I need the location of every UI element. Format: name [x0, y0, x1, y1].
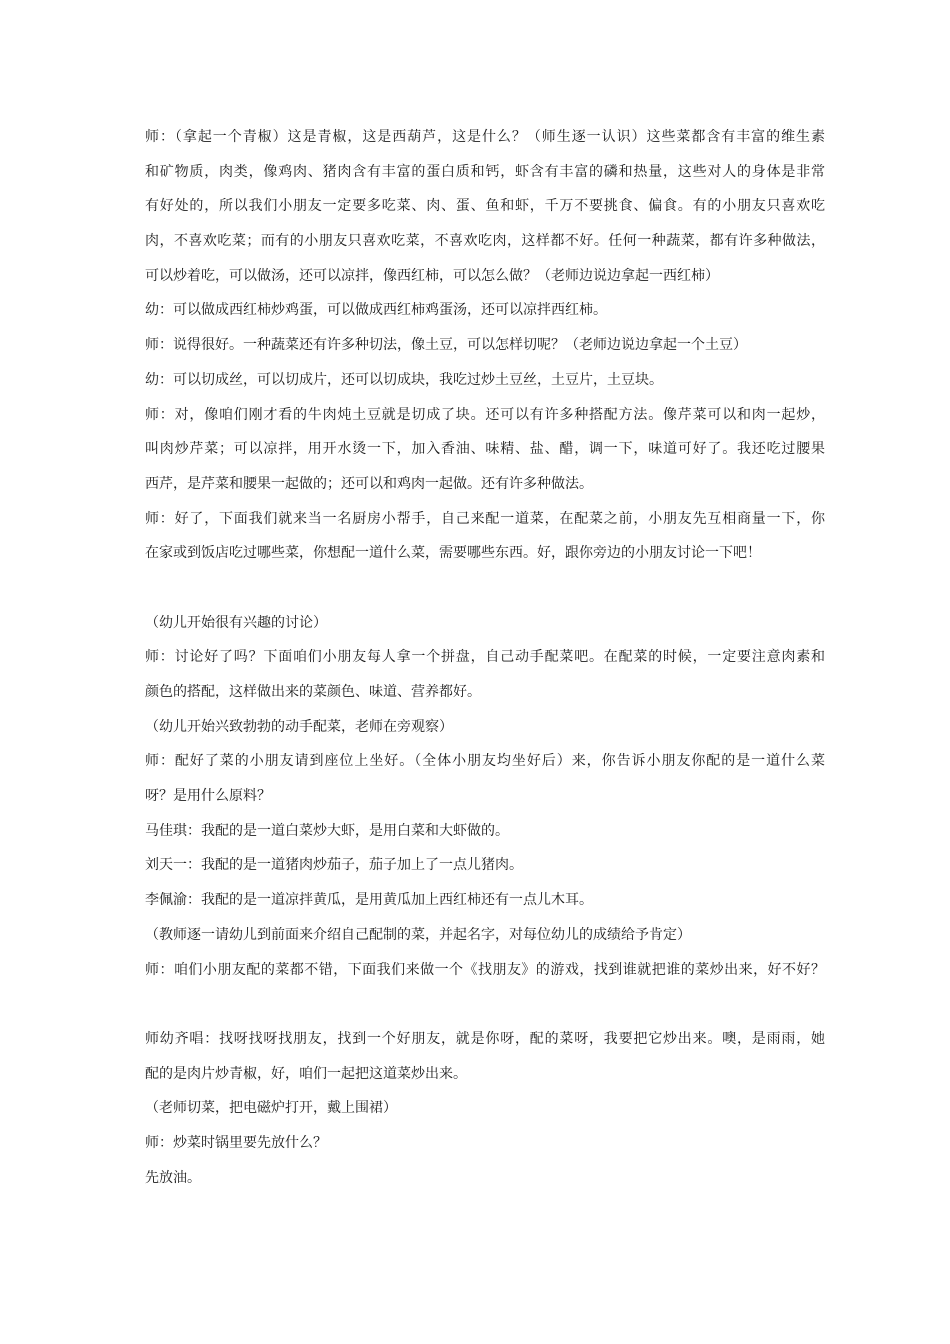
- paragraph-line: 先放油。: [145, 1169, 201, 1186]
- paragraph-line: 肉，不喜欢吃菜；而有的小朋友只喜欢吃菜，不喜欢吃肉，这样都不好。任何一种蔬菜，都有许多种做法，: [145, 233, 825, 250]
- paragraph-line: 幼：可以切成丝，可以切成片，还可以切成块，我吃过炒土豆丝，土豆片，土豆块。: [145, 371, 663, 388]
- paragraph-line: 师：好了，下面我们就来当一名厨房小帮手，自己来配一道菜，在配菜之前，小朋友先互相商量一下，你: [145, 510, 825, 527]
- paragraph-line: 马佳琪：我配的是一道白菜炒大虾，是用白菜和大虾做的。: [145, 822, 509, 839]
- paragraph-line: 幼：可以做成西红柿炒鸡蛋，可以做成西红柿鸡蛋汤，还可以凉拌西红柿。: [145, 302, 607, 319]
- paragraph-line: 西芹，是芹菜和腰果一起做的；还可以和鸡肉一起做。还有许多种做法。: [145, 475, 593, 492]
- paragraph-line: 可以炒着吃，可以做汤，还可以凉拌，像西红柿，可以怎么做？（老师边说边拿起一西红柿）: [145, 267, 719, 284]
- document-body: [145, 120, 825, 1195]
- paragraph-line: 师：对，像咱们刚才看的牛肉炖土豆就是切成了块。还可以有许多种搭配方法。像芹菜可以和肉一起炒，: [145, 406, 825, 423]
- paragraph-line: 有好处的，所以我们小朋友一定要多吃菜、肉、蛋、鱼和虾，千万不要挑食、偏食。有的小朋友只喜欢吃: [145, 198, 825, 215]
- paragraph-line: （幼儿开始很有兴趣的讨论）: [145, 614, 327, 631]
- paragraph-line: 师：讨论好了吗？下面咱们小朋友每人拿一个拼盘，自己动手配菜吧。在配菜的时候，一定要注意肉素和: [145, 649, 825, 666]
- paragraph-line: 师：配好了菜的小朋友请到座位上坐好。（全体小朋友均坐好后）来，你告诉小朋友你配的是一道什么菜: [145, 753, 825, 770]
- paragraph-line: 在家或到饭店吃过哪些菜，你想配一道什么菜，需要哪些东西。好，跟你旁边的小朋友讨论一下吧！: [145, 545, 761, 562]
- paragraph-line: （老师切菜，把电磁炉打开，戴上围裙）: [145, 1100, 397, 1117]
- paragraph-line: 和矿物质，肉类，像鸡肉、猪肉含有丰富的蛋白质和钙，虾含有丰富的磷和热量，这些对人的身体是非常: [145, 163, 825, 180]
- paragraph-line: 师：（拿起一个青椒）这是青椒，这是西葫芦，这是什么？（师生逐一认识）这些菜都含有丰富的维生素: [145, 129, 825, 145]
- paragraph-line: 颜色的搭配，这样做出来的菜颜色、味道、营养都好。: [145, 684, 481, 700]
- paragraph-line: 师幼齐唱：找呀找呀找朋友，找到一个好朋友，就是你呀，配的菜呀，我要把它炒出来。噢，是雨雨，她: [145, 1030, 825, 1047]
- paragraph-line: 师：咱们小朋友配的菜都不错，下面我们来做一个《找朋友》的游戏，找到谁就把谁的菜炒出来，好不好？: [145, 961, 825, 978]
- paragraph-line: 刘天一：我配的是一道猪肉炒茄子，茄子加上了一点儿猪肉。: [145, 857, 523, 874]
- paragraph-line: （教师逐一请幼儿到前面来介绍自己配制的菜，并起名字，对每位幼儿的成绩给予肯定）: [145, 926, 691, 943]
- paragraph-line: 师：炒菜时锅里要先放什么？: [145, 1134, 327, 1151]
- paragraph-line: （幼儿开始兴致勃勃的动手配菜，老师在旁观察）: [145, 718, 453, 735]
- paragraph-line: 呀？是用什么原料？: [145, 788, 271, 805]
- blank-line: [145, 987, 825, 1022]
- paragraph-line: 配的是肉片炒青椒，好，咱们一起把这道菜炒出来。: [145, 1065, 467, 1082]
- blank-line: [145, 571, 825, 606]
- paragraph-line: 师：说得很好。一种蔬菜还有许多种切法，像土豆，可以怎样切呢？（老师边说边拿起一个土豆）: [145, 337, 747, 354]
- paragraph-line: 叫肉炒芹菜；可以凉拌，用开水烫一下，加入香油、味精、盐、醋，调一下，味道可好了。我还吃过腰果: [145, 441, 825, 458]
- paragraph-line: 李佩渝：我配的是一道凉拌黄瓜，是用黄瓜加上西红柿还有一点儿木耳。: [145, 892, 593, 909]
